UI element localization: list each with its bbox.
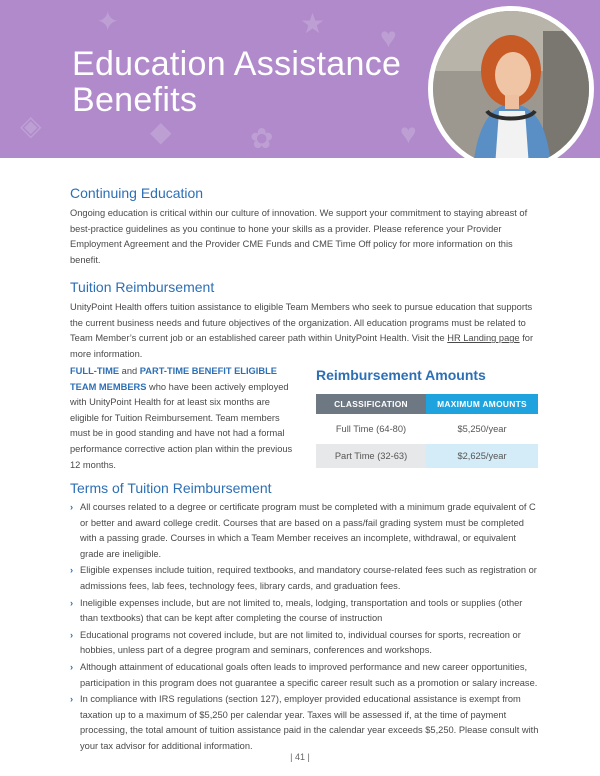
list-item-text: Eligible expenses include tuition, required textbooks, and mandatory course-related fees such as registration or admissions fees, lab fees, technology fees, library cards, and graduation fees. [80,565,537,591]
reimbursement-amounts [316,364,542,468]
gear-icon: ✿ [250,123,274,154]
page-title [72,46,432,118]
list-item [70,500,542,562]
profile-photo [433,11,589,158]
chevron-right-icon: › [70,565,74,576]
list-item [70,563,542,594]
terms-heading: Terms of Tuition Reimbursement [70,480,272,496]
heart-icon: ♥ [380,22,397,53]
eligibility-text [70,364,296,473]
continuing-education-heading: Continuing Education [70,185,204,201]
continuing-education-section [70,184,542,268]
part-time-label: PART-TIME BENEFIT ELIGIBLE TEAM MEMBERS [70,366,277,392]
maximum-amounts-header: MAXIMUM AMOUNTS [426,394,538,416]
tuition-text-part-2: for more information. [70,333,534,359]
page-header [0,0,600,158]
table-header-row [316,394,538,416]
amount-cell: $2,625/year [426,442,538,468]
heart-icon: ♥ [400,118,417,149]
book-icon: ◆ [150,116,172,147]
star-icon: ★ [300,8,326,39]
reimbursement-table [316,394,538,468]
list-item-text: In compliance with IRS regulations (section 127), employer provided educational assistance is exempt from taxation up to a maximum of $5,250 per calendar year. Taxes will be assessed if, at the time of payment processing, the total amount of tuition assistance paid in the calendar year exceeds $5,250. Please consult with your tax advisor for additional information. [80,694,539,751]
title-line-1: Education Assistance [72,45,402,83]
list-item [70,596,542,627]
and-text: and [119,366,140,376]
amount-cell: $5,250/year [426,416,538,442]
terms-list [70,500,542,755]
continuing-education-text: Ongoing education is critical within our culture of innovation. We support your commitment to staying abreast of best-practice guidelines as you continue to hone your skills as a provider. Please reference your Provider Employment Agreement and the Provider CME Funds and CME Time Off policy for more information on this benefit. [70,208,528,265]
hr-landing-page-link[interactable]: HR Landing page [447,333,520,344]
tuition-reimbursement-heading: Tuition Reimbursement [70,279,215,295]
eligibility-rest: who have been actively employed with UnityPoint Health for at least six months are eligible for Tuition Reimbursement. Team members must be in good standing and have not had a formal performance corrective action plan within the previous 12 months. [70,381,293,470]
eligibility-and-amounts [70,364,542,472]
list-item [70,628,542,659]
table-row [316,442,538,468]
chevron-right-icon: › [70,694,74,705]
chevron-right-icon: › [70,597,74,608]
list-item [70,660,542,691]
table-row [316,416,538,442]
classification-cell: Full Time (64-80) [316,416,426,442]
graduation-cap-icon: ◈ [20,110,42,141]
profile-photo-frame [428,6,594,158]
lightbulb-icon: ✦ [96,6,120,37]
classification-cell: Part Time (32-63) [316,442,426,468]
list-item [70,692,542,754]
chevron-right-icon: › [70,629,74,640]
list-item-text: Although attainment of educational goals often leads to improved performance and new career opportunities, participation in this program does not guarantee a specific career result such as a promotion or salary increase. [80,661,538,688]
tuition-text-part-1: UnityPoint Health offers tuition assistance to eligible Team Members who seek to pursue education that supports the current business needs and future objectives of the organization. All education programs must be related to Team Member’s current job or an established career path within UnityPoint Health. Visit the [70,302,533,344]
chevron-right-icon: › [70,661,74,672]
terms-section [70,479,542,756]
tuition-reimbursement-text [70,300,542,362]
reimbursement-amounts-heading: Reimbursement Amounts [316,367,486,383]
tuition-reimbursement-section [70,278,542,362]
list-item-text: Educational programs not covered include, but are not limited to, individual courses for sports, recreation or hobbies, unless part of a degree program and seminars, conferences and workshops. [80,629,521,656]
title-line-2: Benefits [72,81,198,119]
list-item-text: All courses related to a degree or certificate program must be completed with a minimum grade equivalent of C or better and award college credit. Courses that are based on a pass/fail grading system must be completed with a passing grade. Courses in which a Team Member receives an incomplete, withdrawal, or equivalent grade are ineligible. [80,502,536,559]
classification-header: CLASSIFICATION [316,394,426,416]
list-item-text: Ineligible expenses include, but are not limited to, meals, lodging, transportation and tools or supplies (other than textbooks) that can be kept after completing the course of instruction [80,597,523,624]
chevron-right-icon: › [70,502,74,512]
full-time-label: FULL-TIME [70,366,120,376]
page-number: | 41 | [290,752,310,762]
